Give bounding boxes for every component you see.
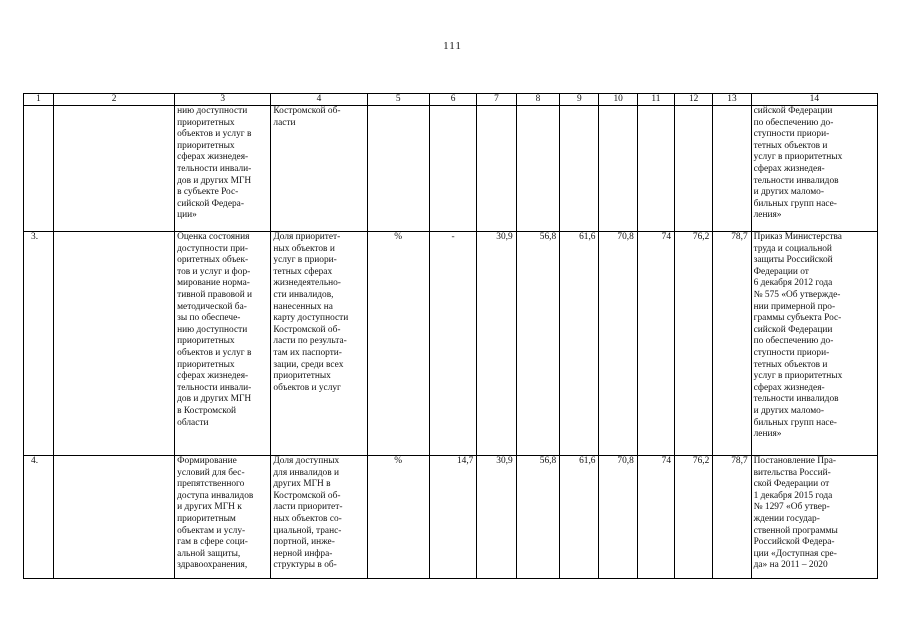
table-row	[24, 106, 878, 232]
value-cell	[637, 106, 674, 232]
table-row	[24, 232, 878, 456]
unit-cell	[367, 106, 429, 232]
unit-cell: %	[367, 232, 429, 456]
value-cell: 14,7	[429, 456, 477, 579]
value-cell	[675, 106, 713, 232]
row-number-cell: 4.	[24, 456, 54, 579]
value-cell	[713, 106, 751, 232]
legal-basis-cell: сийской Федерации по обеспечению до- ступности приори- тетных объектов и услуг в приоритетных сферах жизнедея- тельности инвалидов и других маломо- бильных групп насе- ления»	[751, 106, 877, 232]
indicator-cell: Доля приоритет- ных объектов и услуг в приори- тетных сферах жизнедеятельно- сти инвалидов, нанесенных на карту доступности Костромской об- ласти по результа- там их паспорти- зации, среди всех приоритетных объектов и услуг	[271, 232, 367, 456]
header-cell: 12	[675, 94, 713, 106]
header-cell: 9	[560, 94, 599, 106]
table-header-row	[24, 94, 878, 106]
header-cell: 3	[175, 94, 271, 106]
unit-cell: %	[367, 456, 429, 579]
value-cell	[429, 106, 477, 232]
header-cell: 1	[24, 94, 54, 106]
value-cell	[516, 106, 559, 232]
header-cell: 13	[713, 94, 751, 106]
row-number-cell	[24, 106, 54, 232]
activity-cell: Оценка состояния доступности при- оритетных объек- тов и услуг и фор- мирование норма- тивной правовой и методической ба- зы по обеспече- нию доступности приоритетных объектов и услуг в приоритетных сферах жизнедея- тельности инвали- дов и других МГН в Костромской области	[175, 232, 271, 456]
legal-basis-cell: Постановление Пра- вительства Россий- ской Федерации от 1 декабря 2015 года № 1297 «Об утвер- ждении государ- ственной программы Российской Федера- ции «Доступная сре- да» на 2011 – 2020	[751, 456, 877, 579]
value-cell: 70,8	[599, 456, 637, 579]
header-cell: 6	[429, 94, 477, 106]
indicator-cell: Костромской об- ласти	[271, 106, 367, 232]
value-cell: 30,9	[477, 232, 516, 456]
indicators-table	[23, 93, 878, 579]
value-cell: 78,7	[713, 232, 751, 456]
value-cell	[599, 106, 637, 232]
value-cell: 61,6	[560, 232, 599, 456]
value-cell: 70,8	[599, 232, 637, 456]
value-cell	[477, 106, 516, 232]
value-cell	[560, 106, 599, 232]
value-cell: 74	[637, 456, 674, 579]
value-cell: 56,8	[516, 456, 559, 579]
value-cell: 30,9	[477, 456, 516, 579]
header-cell: 5	[367, 94, 429, 106]
value-cell: 61,6	[560, 456, 599, 579]
indicator-cell: Доля доступных для инвалидов и других МГН в Костромской об- ласти приоритет- ных объектов со- циальной, транс- портной, инже- нерной инфра- структуры в об-	[271, 456, 367, 579]
header-cell: 4	[271, 94, 367, 106]
value-cell: 56,8	[516, 232, 559, 456]
header-cell: 8	[516, 94, 559, 106]
activity-cell: нию доступности приоритетных объектов и услуг в приоритетных сферах жизнедея- тельности инвали- дов и других МГН в субъекте Рос- сийской Федера- ции»	[175, 106, 271, 232]
value-cell: 78,7	[713, 456, 751, 579]
header-cell: 14	[751, 94, 877, 106]
table-row	[24, 456, 878, 579]
row-number-cell: 3.	[24, 232, 54, 456]
value-cell: 76,2	[675, 232, 713, 456]
header-cell: 11	[637, 94, 674, 106]
header-cell: 7	[477, 94, 516, 106]
section-cell	[54, 232, 175, 456]
legal-basis-cell: Приказ Министерства труда и социальной защиты Российской Федерации от 6 декабря 2012 года № 575 «Об утвержде- нии примерной про- граммы субъекта Рос- сийской Федерации по обеспечению до- ступности приори- тетных объектов и услуг в приоритетных сферах жизнедея- тельности инвалидов и других маломо- бильных групп насе- ления»	[751, 232, 877, 456]
value-cell: 76,2	[675, 456, 713, 579]
value-cell: -	[429, 232, 477, 456]
activity-cell: Формирование условий для бес- препятственного доступа инвалидов и других МГН к приоритетным объектам и услу- гам в сфере соци- альной защиты, здравоохранения,	[175, 456, 271, 579]
value-cell: 74	[637, 232, 674, 456]
page-number: 111	[443, 40, 462, 52]
section-cell	[54, 456, 175, 579]
header-cell: 2	[54, 94, 175, 106]
header-cell: 10	[599, 94, 637, 106]
section-cell	[54, 106, 175, 232]
